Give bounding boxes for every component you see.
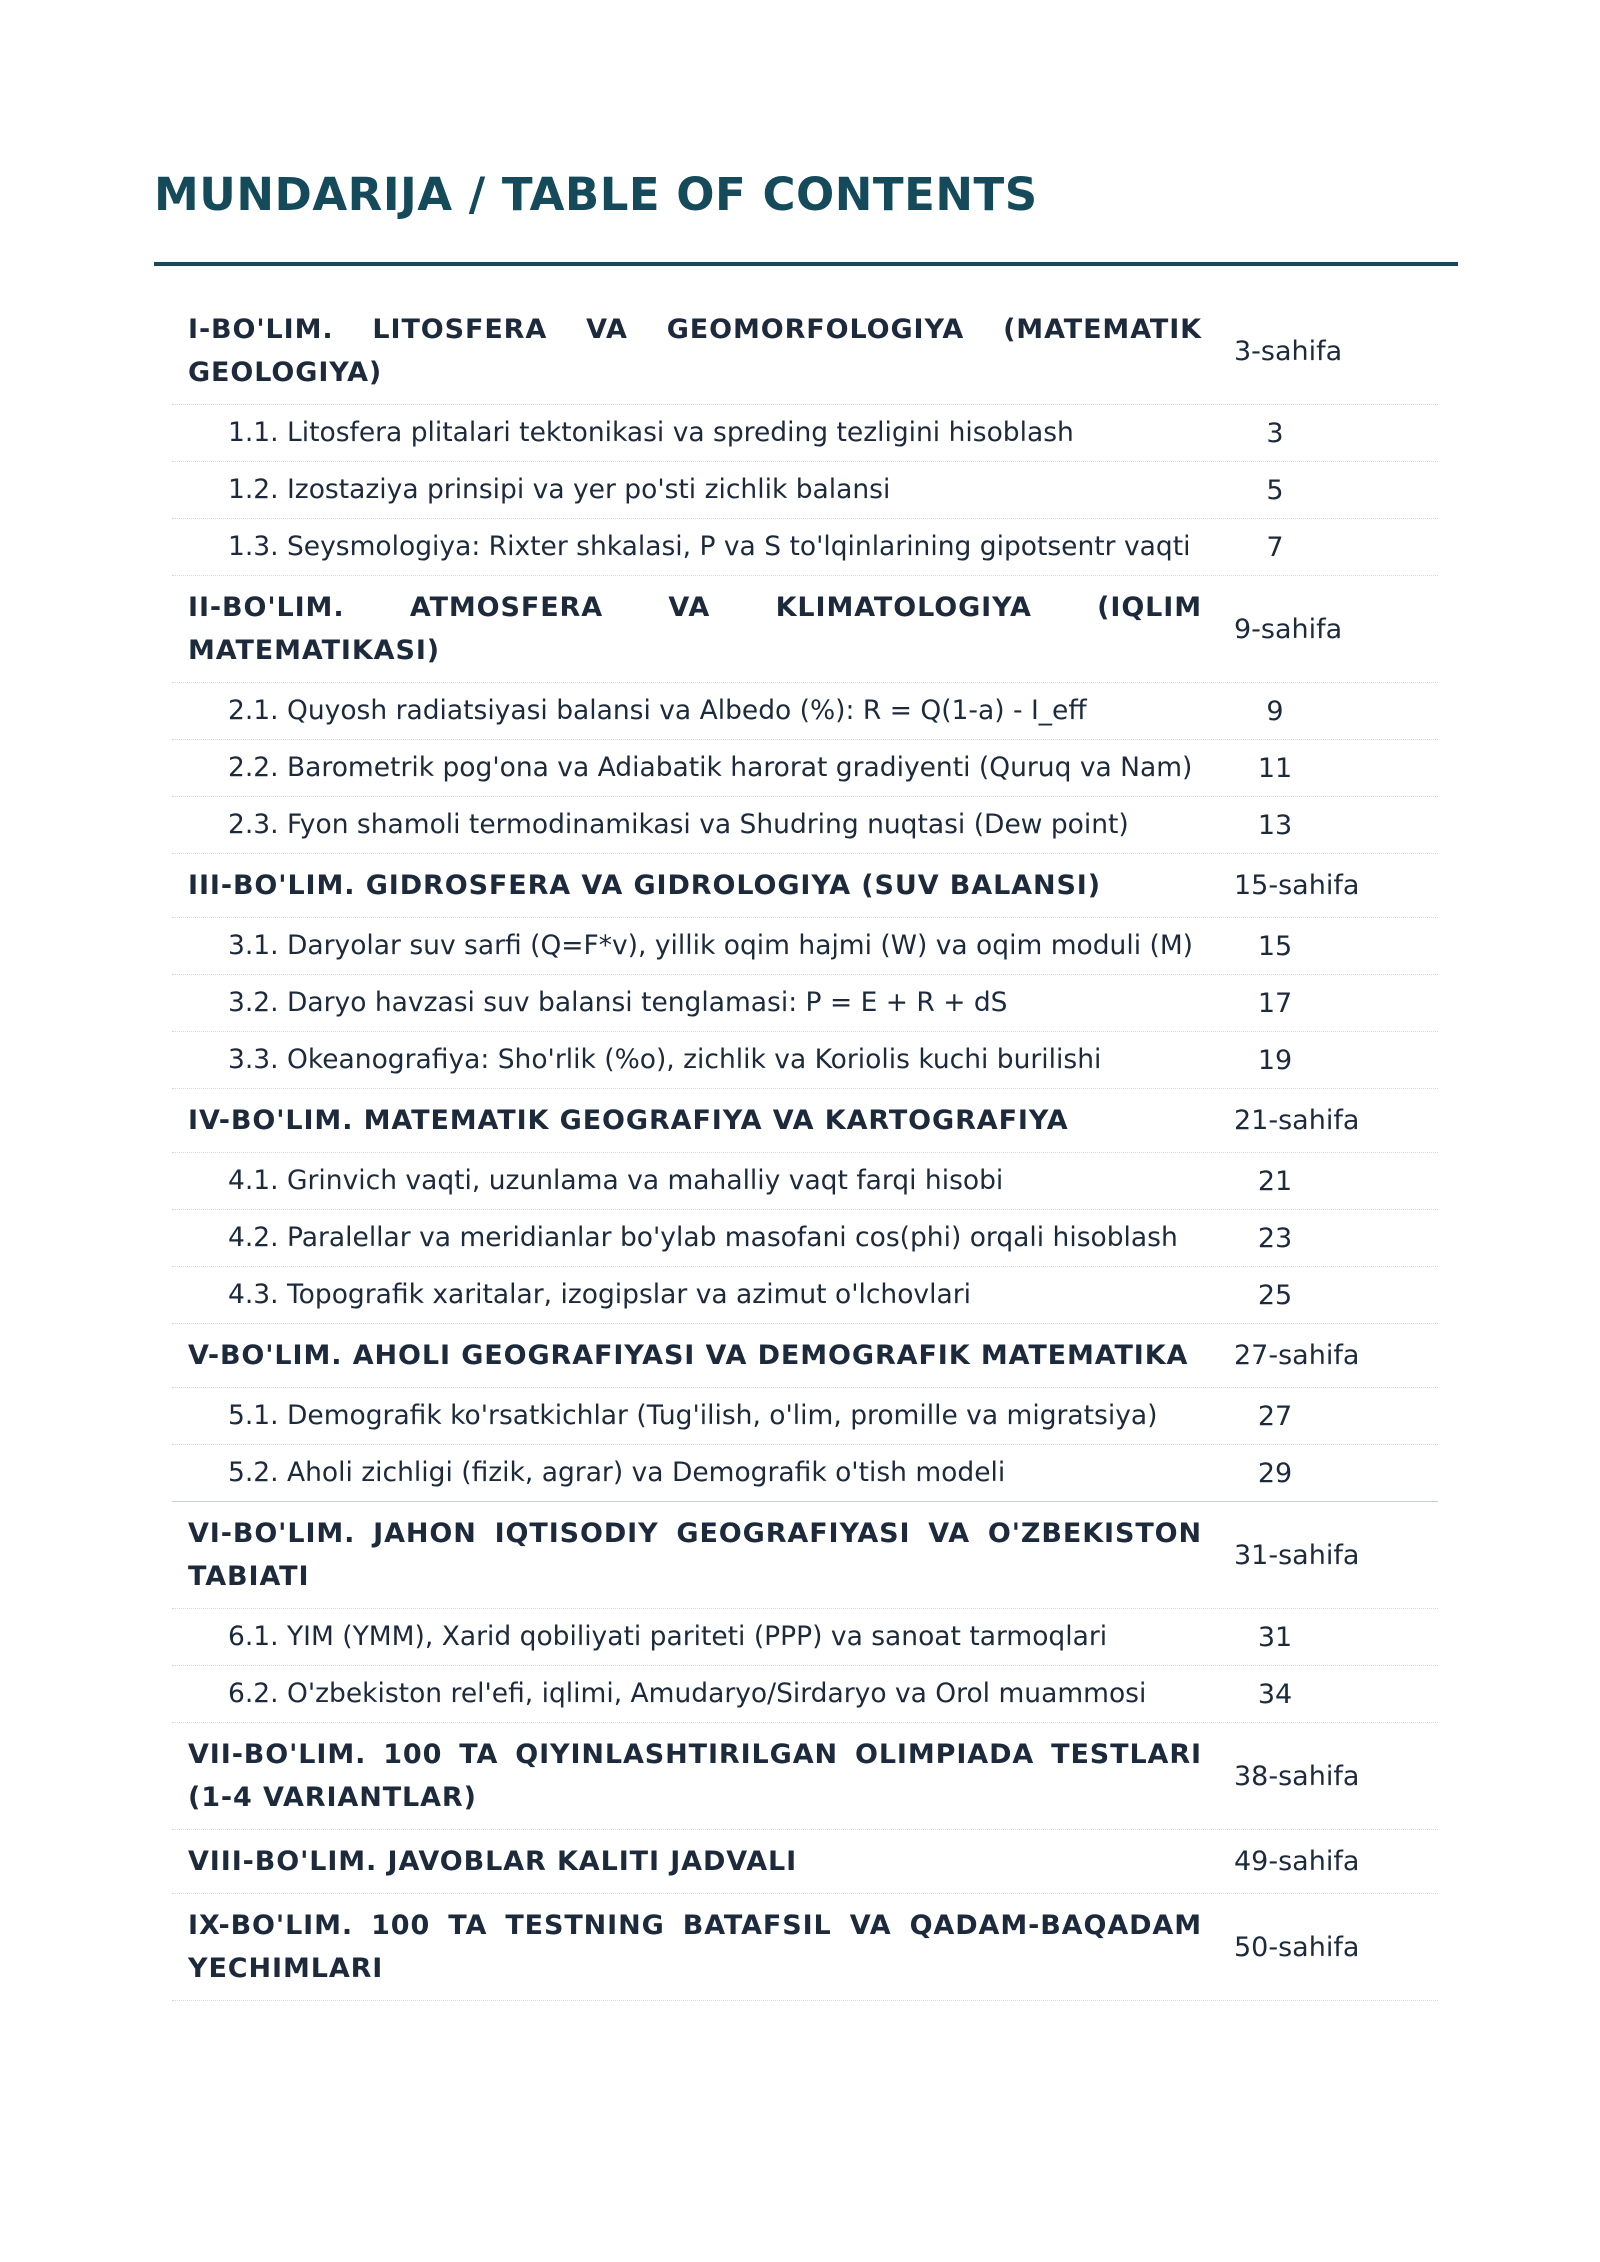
toc-section-row: [172, 576, 1438, 683]
toc-item-title: 1.2. Izostaziya prinsipi va yer po'sti zichlik balansi: [228, 474, 891, 505]
toc-page-number: 25: [1257, 1279, 1293, 1311]
toc-section-row: [172, 1324, 1438, 1388]
toc-item-row: [172, 1609, 1438, 1666]
toc-section-title: VIII-BO'LIM. JAVOBLAR KALITI JADVALI: [188, 1846, 798, 1877]
toc-page-number: 21-sahifa: [1234, 1105, 1360, 1136]
toc-section-title: III-BO'LIM. GIDROSFERA VA GIDROLOGIYA (SUV BALANSI): [188, 870, 1101, 901]
toc-section-row: [172, 1089, 1438, 1153]
toc-page-number: 23: [1257, 1222, 1293, 1254]
toc-section-row: [172, 854, 1438, 918]
toc-item-title: 3.3. Okeanografiya: Sho'rlik (%o), zichlik va Koriolis kuchi burilishi: [228, 1044, 1102, 1075]
toc-item-title: 2.3. Fyon shamoli termodinamikasi va Shudring nuqtasi (Dew point): [228, 809, 1129, 840]
toc-section-title: IV-BO'LIM. MATEMATIK GEOGRAFIYA VA KARTOGRAFIYA: [188, 1105, 1069, 1136]
toc-item-title: 1.3. Seysmologiya: Rixter shkalasi, P va S to'lqinlarining gipotsentr vaqti: [228, 531, 1191, 562]
toc-page-number: 31-sahifa: [1234, 1539, 1360, 1571]
toc-page-number: 9-sahifa: [1234, 613, 1343, 645]
toc-section-row: [172, 298, 1438, 405]
toc-page-number: 7: [1266, 531, 1284, 563]
toc-item-title: 3.2. Daryo havzasi suv balansi tenglamasi: P = E + R + dS: [228, 987, 1008, 1018]
toc-item-row: [172, 1032, 1438, 1089]
toc-item-row: [172, 1267, 1438, 1324]
toc-item-row: [172, 975, 1438, 1032]
toc-section-title: VII-BO'LIM. 100 TA QIYINLASHTIRILGAN OLIMPIADA TESTLARI (1-4 VARIANTLAR): [188, 1739, 1202, 1813]
toc-page-number: 29: [1257, 1457, 1293, 1489]
toc-page-number: 21: [1257, 1165, 1293, 1197]
toc-item-title: 6.1. YIM (YMM), Xarid qobiliyati pariteti (PPP) va sanoat tarmoqlari: [228, 1621, 1108, 1652]
toc-page-number: 3: [1266, 417, 1284, 449]
toc-section-row: [172, 1894, 1438, 2001]
toc-page-number: 38-sahifa: [1234, 1760, 1360, 1792]
toc-page-number: 34: [1257, 1678, 1293, 1710]
toc-item-row: [172, 683, 1438, 740]
toc-section-title: IX-BO'LIM. 100 TA TESTNING BATAFSIL VA QADAM-BAQADAM YECHIMLARI: [188, 1910, 1202, 1984]
toc-item-title: 5.2. Aholi zichligi (fizik, agrar) va Demografik o'tish modeli: [228, 1457, 1006, 1488]
toc-page-number: 15-sahifa: [1234, 870, 1360, 901]
toc-item-title: 4.1. Grinvich vaqti, uzunlama va mahalliy vaqt farqi hisobi: [228, 1165, 1004, 1196]
toc-item-title: 4.2. Paralellar va meridianlar bo'ylab masofani cos(phi) orqali hisoblash: [228, 1222, 1178, 1253]
toc-section-title: V-BO'LIM. AHOLI GEOGRAFIYASI VA DEMOGRAFIK MATEMATIKA: [188, 1340, 1189, 1371]
toc-section-row: [172, 1723, 1438, 1830]
toc-page-number: 5: [1266, 474, 1284, 506]
toc-page-number: 19: [1257, 1044, 1293, 1076]
toc-item-row: [172, 1210, 1438, 1267]
toc-page-number: 9: [1266, 695, 1284, 727]
toc-item-row: [172, 1153, 1438, 1210]
toc-page-number: 49-sahifa: [1234, 1846, 1360, 1877]
page-title: MUNDARIJA / TABLE OF CONTENTS: [154, 168, 1038, 221]
toc-item-row: [172, 1388, 1438, 1445]
toc-page-number: 50-sahifa: [1234, 1931, 1360, 1963]
toc-page-number: 15: [1257, 930, 1293, 962]
toc-section-title: I-BO'LIM. LITOSFERA VA GEOMORFOLOGIYA (MATEMATIK GEOLOGIYA): [188, 314, 1202, 388]
toc-section-row: [172, 1830, 1438, 1894]
toc-section-title: II-BO'LIM. ATMOSFERA VA KLIMATOLOGIYA (IQLIM MATEMATIKASI): [188, 592, 1202, 666]
table-of-contents: [172, 298, 1438, 2001]
toc-item-row: [172, 519, 1438, 576]
toc-item-title: 1.1. Litosfera plitalari tektonikasi va spreding tezligini hisoblash: [228, 417, 1074, 448]
toc-item-title: 4.3. Topografik xaritalar, izogipslar va azimut o'lchovlari: [228, 1279, 971, 1310]
toc-item-row: [172, 1666, 1438, 1723]
toc-section-row: [172, 1502, 1438, 1609]
toc-item-row: [172, 1445, 1438, 1502]
toc-item-title: 3.1. Daryolar suv sarfi (Q=F*v), yillik oqim hajmi (W) va oqim moduli (M): [228, 930, 1194, 961]
toc-page-number: 11: [1257, 752, 1293, 784]
toc-item-row: [172, 740, 1438, 797]
toc-section-title: VI-BO'LIM. JAHON IQTISODIY GEOGRAFIYASI VA O'ZBEKISTON TABIATI: [188, 1518, 1202, 1592]
toc-item-title: 5.1. Demografik ko'rsatkichlar (Tug'ilish, o'lim, promille va migratsiya): [228, 1400, 1158, 1431]
toc-item-row: [172, 405, 1438, 462]
title-divider: [154, 262, 1458, 266]
toc-page-number: 17: [1257, 987, 1293, 1019]
toc-page-number: 13: [1257, 809, 1293, 841]
toc-item-title: 2.1. Quyosh radiatsiyasi balansi va Albedo (%): R = Q(1-a) - I_eff: [228, 695, 1087, 726]
toc-page-number: 31: [1257, 1621, 1293, 1653]
toc-item-row: [172, 462, 1438, 519]
toc-item-title: 6.2. O'zbekiston rel'efi, iqlimi, Amudaryo/Sirdaryo va Orol muammosi: [228, 1678, 1147, 1709]
toc-page-number: 27-sahifa: [1234, 1340, 1360, 1371]
toc-page-number: 27: [1257, 1400, 1293, 1432]
toc-item-row: [172, 918, 1438, 975]
toc-page-number: 3-sahifa: [1234, 335, 1343, 367]
toc-item-row: [172, 797, 1438, 854]
toc-item-title: 2.2. Barometrik pog'ona va Adiabatik harorat gradiyenti (Quruq va Nam): [228, 752, 1193, 783]
